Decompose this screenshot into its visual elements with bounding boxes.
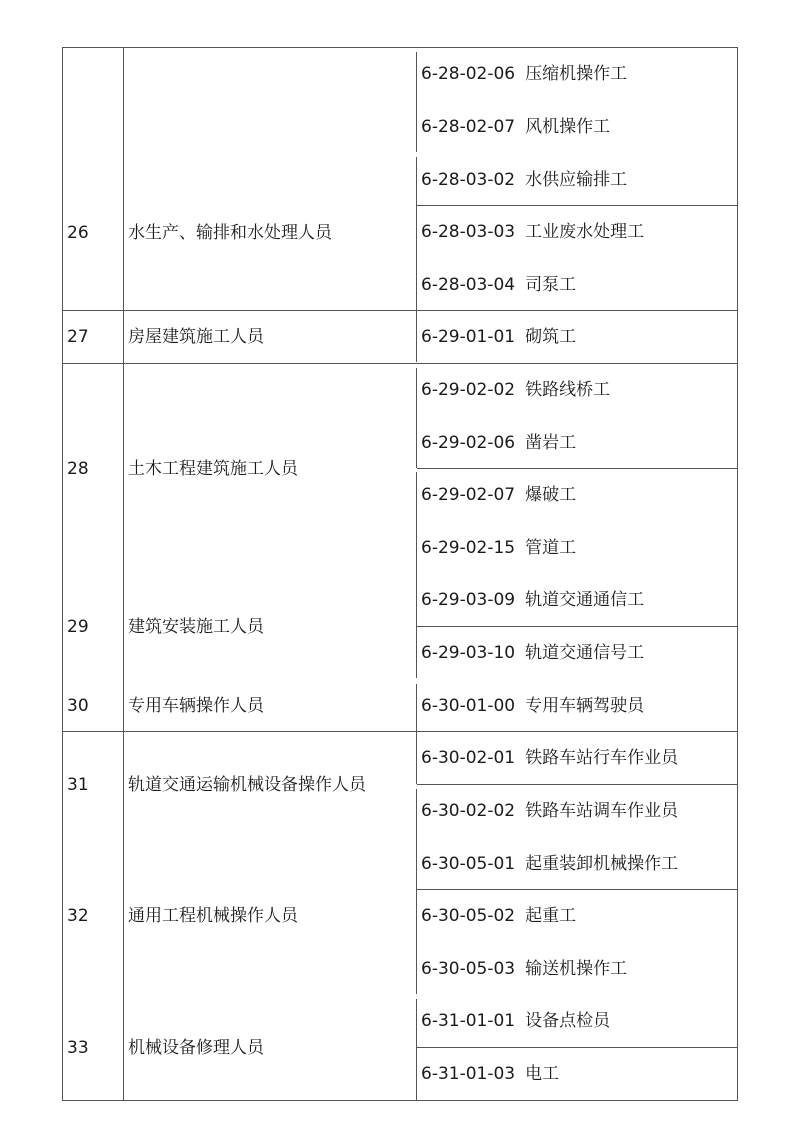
column-divider-occupation — [416, 157, 417, 362]
occupation-entry — [421, 959, 627, 979]
occupation-title: 起重装卸机械操作工 — [525, 854, 679, 874]
category-number: 30 — [67, 696, 89, 716]
occupation-title: 铁路车站行车作业员 — [525, 748, 679, 768]
category-number: 33 — [67, 1038, 89, 1058]
occupation-code: 6-30-05-01 — [421, 854, 516, 874]
occupation-title: 爆破工 — [525, 485, 577, 505]
occupation-code: 6-29-02-15 — [421, 538, 516, 558]
category-name: 房屋建筑施工人员 — [128, 327, 264, 347]
category-name: 专用车辆操作人员 — [128, 696, 264, 716]
occupation-divider — [417, 784, 738, 785]
occupation-code: 6-28-03-03 — [421, 222, 516, 242]
category-name: 轨道交通运输机械设备操作人员 — [128, 775, 366, 795]
occupation-title: 轨道交通信号工 — [525, 643, 645, 663]
column-divider-occupation — [416, 472, 417, 678]
occupation-entry — [421, 906, 576, 926]
occupation-divider — [417, 1047, 738, 1048]
occupation-divider — [417, 205, 738, 206]
column-divider-occupation — [416, 999, 417, 1101]
occupation-entry — [421, 748, 678, 768]
occupation-title: 专用车辆驾驶员 — [525, 696, 645, 716]
occupation-title: 风机操作工 — [525, 117, 611, 137]
occupation-title: 输送机操作工 — [525, 959, 628, 979]
occupation-code: 6-30-05-03 — [421, 959, 516, 979]
occupation-code: 6-30-02-02 — [421, 801, 516, 821]
occupation-title: 司泵工 — [525, 275, 577, 295]
occupation-title: 压缩机操作工 — [525, 64, 628, 84]
occupation-entry — [421, 801, 678, 821]
occupation-divider — [417, 889, 738, 890]
occupation-title: 设备点检员 — [525, 1011, 611, 1031]
occupation-code: 6-29-02-02 — [421, 380, 516, 400]
table-bottom-border — [62, 1100, 738, 1101]
occupation-entry — [421, 643, 644, 663]
occupation-title: 铁路线桥工 — [525, 380, 611, 400]
table-top-border — [62, 47, 738, 48]
category-number: 32 — [67, 906, 89, 926]
occupation-title: 砌筑工 — [525, 327, 577, 347]
occupation-entry — [421, 64, 627, 84]
occupation-code: 6-30-05-02 — [421, 906, 516, 926]
column-divider-occupation — [416, 368, 417, 468]
category-name: 机械设备修理人员 — [128, 1038, 264, 1058]
occupation-code: 6-29-03-09 — [421, 590, 516, 610]
table-left-border — [62, 47, 63, 1101]
category-name: 土木工程建筑施工人员 — [128, 459, 298, 479]
group-divider — [62, 363, 417, 364]
occupation-entry — [421, 485, 576, 505]
occupation-code: 6-29-02-06 — [421, 433, 516, 453]
category-number: 27 — [67, 327, 89, 347]
occupation-divider — [417, 626, 738, 627]
occupation-code: 6-29-03-10 — [421, 643, 516, 663]
occupation-divider — [417, 468, 738, 469]
occupation-entry — [421, 433, 576, 453]
category-number: 28 — [67, 459, 89, 479]
occupation-entry — [421, 854, 678, 874]
occupation-title: 轨道交通通信工 — [525, 590, 645, 610]
occupation-title: 电工 — [525, 1064, 560, 1084]
category-number: 26 — [67, 223, 89, 243]
occupation-divider — [417, 310, 738, 311]
occupation-title: 凿岩工 — [525, 433, 577, 453]
occupation-entry — [421, 590, 644, 610]
occupation-entry — [421, 696, 644, 716]
occupation-code: 6-28-03-02 — [421, 170, 516, 190]
occupation-divider — [417, 363, 738, 364]
occupation-code: 6-29-01-01 — [421, 327, 516, 347]
group-divider — [62, 310, 417, 311]
occupation-entry — [421, 538, 576, 558]
occupation-entry — [421, 222, 644, 242]
column-divider-occupation — [416, 789, 417, 994]
occupation-divider — [417, 731, 738, 732]
group-divider — [62, 731, 417, 732]
occupation-entry — [421, 380, 610, 400]
occupation-entry — [421, 1011, 610, 1031]
category-number: 29 — [67, 617, 89, 637]
occupation-code: 6-31-01-01 — [421, 1011, 516, 1031]
occupation-code: 6-30-02-01 — [421, 748, 516, 768]
occupation-title: 工业废水处理工 — [525, 222, 645, 242]
category-name: 水生产、输排和水处理人员 — [128, 223, 332, 243]
category-number: 31 — [67, 775, 89, 795]
occupation-code: 6-28-02-07 — [421, 117, 516, 137]
occupation-code: 6-28-02-06 — [421, 64, 516, 84]
occupation-title: 铁路车站调车作业员 — [525, 801, 679, 821]
occupation-title: 起重工 — [525, 906, 577, 926]
occupation-entry — [421, 1064, 559, 1084]
category-name: 通用工程机械操作人员 — [128, 906, 298, 926]
category-name: 建筑安装施工人员 — [128, 617, 264, 637]
column-divider-occupation — [416, 52, 417, 152]
occupation-code: 6-28-03-04 — [421, 275, 516, 295]
occupation-code: 6-29-02-07 — [421, 485, 516, 505]
column-divider-number — [123, 47, 124, 1101]
occupation-code: 6-30-01-00 — [421, 696, 516, 716]
occupation-entry — [421, 327, 576, 347]
occupation-code: 6-31-01-03 — [421, 1064, 516, 1084]
occupation-entry — [421, 170, 627, 190]
occupation-title: 水供应输排工 — [525, 170, 628, 190]
occupation-entry — [421, 275, 576, 295]
column-divider-occupation — [416, 684, 417, 784]
occupation-entry — [421, 117, 610, 137]
occupation-title: 管道工 — [525, 538, 577, 558]
